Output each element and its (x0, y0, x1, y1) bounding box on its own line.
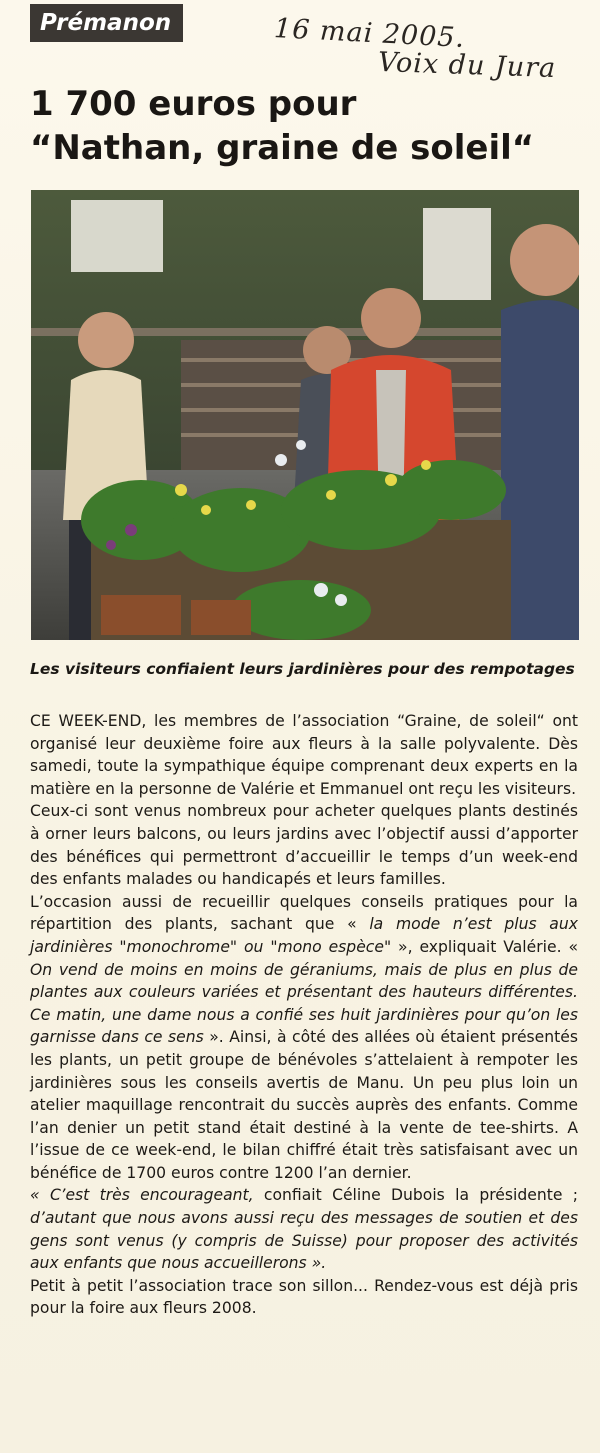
paragraph-4-text: confiait Céline Dubois la présidente ; (253, 1186, 579, 1205)
quote-celine-1: « C’est très encourageant, (30, 1186, 254, 1205)
flower-fair-photo (31, 190, 579, 640)
headline-line-1: 1 700 euros pour (30, 84, 357, 124)
paragraph-4 (30, 1184, 578, 1274)
article-body (30, 710, 578, 1320)
handwritten-source: Voix du Jura (377, 46, 557, 85)
paragraph-1 (30, 710, 578, 800)
photo-caption: Les visiteurs confiaient leurs jardinières pour des rempotages (30, 660, 575, 678)
section-tag: Prémanon (30, 4, 183, 42)
paragraph-3-text-b: », expliquait Valérie. « (391, 937, 578, 956)
paragraph-5: Petit à petit l’association trace son sillon... Rendez-vous est déjà pris pour la foire aux fleurs 2008. (30, 1276, 578, 1318)
paragraph-2: Ceux-ci sont venus nombreux pour acheter quelques plants destinés à orner leurs balcons, ou leurs jardins avec l’objectif aussi d’apporter des bénéfices qui permettront d’accueillir le temps d’un week-end des enfants malades ou handicapés et leurs familles. (30, 802, 578, 889)
article-photo (31, 190, 579, 640)
quote-valerie-2: On vend de moins en moins de géraniums, mais de plus en plus de plantes aux couleurs variées et présentant des hauteurs différentes. Ce matin, une dame nous a confié ses huit jardinières pour qu’on les garnisse dans ce sens (30, 960, 578, 1047)
paragraph-3-text-c: ». Ainsi, à côté des allées où étaient présentés les plants, un petit groupe de bénévoles s’attelaient à rempoter les jardinières sous les conseils avertis de Manu. Un peu plus loin un atelier maquillage rencontrait du succès auprès des enfants. Comme l’an denier un petit stand était destiné à la vente de tee-shirts. A l’issue de ce week-end, le bilan chiffré était très satisfaisant avec un bénéfice de 1700 euros contre 1200 l’an dernier. (30, 1028, 578, 1182)
lead-words: CE WEEK-END (30, 712, 142, 730)
quote-valerie-1: la mode n’est plus aux jardinières "monochrome" ou "mono espèce" (30, 915, 578, 956)
paragraph-1-text: , les membres de l’association “Graine, de soleil“ ont organisé leur deuxième foire aux fleurs à la salle polyvalente. Dès samedi, toute la sympathique équipe comprenant deux experts en la matière en la personne de Valérie et Emmanuel ont reçu les visiteurs. (30, 712, 579, 798)
headline-line-2: “Nathan, graine de soleil“ (30, 128, 535, 168)
paragraph-3 (30, 891, 578, 1185)
handwritten-date: 16 mai 2005. (273, 13, 466, 54)
headline (30, 82, 570, 170)
quote-celine-2: d’autant que nous avons aussi reçu des messages de soutien et des gens sont venus (y compris de Suisse) pour proposer des activités aux enfants que nous accueillerons ». (30, 1209, 578, 1273)
paragraph-3-text-a: L’occasion aussi de recueillir quelques conseils pratiques pour la répartition des plants, sachant que « (30, 892, 578, 934)
